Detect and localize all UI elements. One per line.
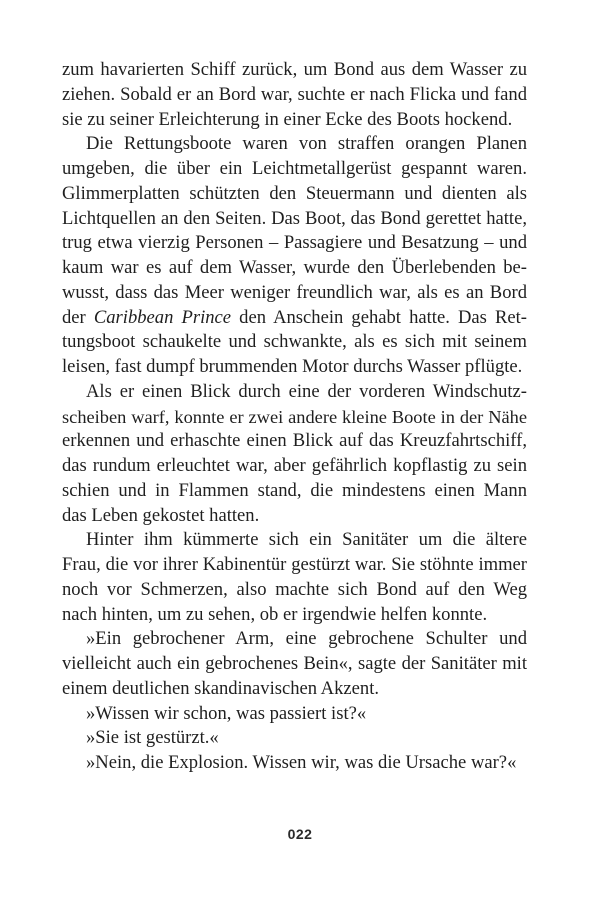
- text-line: wusst, dass das Meer weniger freundlich war, als es an Bord: [62, 281, 527, 303]
- text-line: »Wissen wir schon, was passiert ist?«: [86, 702, 367, 724]
- text-line: Lichtquellen an den Seiten. Das Boot, das Bond gerettet hatte,: [62, 207, 527, 229]
- text-line: einem deutlichen skandinavischen Akzent.: [62, 677, 380, 699]
- text-line: tungsboot schaukelte und schwankte, als es sich mit seinem: [62, 331, 527, 353]
- text-segment: den Anschein gehabt hatte. Das Ret-: [231, 306, 527, 328]
- text-line: sie zu seiner Erleichterung in einer Ecke des Boots hockend.: [62, 108, 513, 130]
- text-line: »Sie ist gestürzt.«: [86, 727, 219, 749]
- text-line: schien und in Flammen stand, die mindestens einen Mann: [62, 479, 527, 501]
- text-line: ziehen. Sobald er an Bord war, suchte er nach Flicka und fand: [62, 83, 527, 105]
- text-line: Frau, die vor ihrer Kabinentür gestürzt war. Sie stöhnte immer: [62, 554, 527, 575]
- text-line: kaum war es auf dem Wasser, wurde den Überlebenden be-: [62, 257, 527, 278]
- text-line: umgeben, die über ein Leichtmetallgerüst gespannt waren.: [62, 158, 527, 179]
- text-line: zum havarierten Schiff zurück, um Bond aus dem Wasser zu: [62, 59, 527, 80]
- text-line: scheiben warf, konnte er zwei andere kleine Boote in der Nähe: [62, 406, 527, 427]
- text-line: [62, 306, 527, 331]
- text-line: Als er einen Blick durch eine der vorderen Windschutz-: [86, 380, 527, 402]
- text-line: das Leben gekostet hatten.: [62, 504, 260, 526]
- text-line: das rundum erleuchtet war, aber gefährlich kopflastig zu sein: [62, 455, 527, 476]
- text-line: »Nein, die Explosion. Wissen wir, was die Ursache war?«: [86, 752, 517, 773]
- text-line: »Ein gebrochener Arm, eine gebrochene Schulter und: [86, 628, 527, 650]
- text-line: Glimmerplatten schützten den Steuermann und dienten als: [62, 182, 527, 204]
- text-line: noch vor Schmerzen, also machte sich Bond auf den Weg: [62, 578, 527, 600]
- ship-name-italic: Caribbean Prince: [93, 306, 232, 328]
- text-line: leisen, fast dumpf brummenden Motor durchs Wasser pflügte.: [62, 356, 523, 377]
- body-text: [62, 58, 527, 776]
- page-number: 022: [287, 826, 313, 842]
- text-segment: der: [62, 306, 94, 328]
- text-line: Hinter ihm kümmerte sich ein Sanitäter um die ältere: [86, 529, 527, 551]
- text-line: nach hinten, um zu sehen, ob er irgendwie helfen konnte.: [62, 603, 488, 625]
- text-line: erkennen und erhaschte einen Blick auf das Kreuzfahrtschiff,: [62, 430, 527, 452]
- text-line: vielleicht auch ein gebrochenes Bein«, sagte der Sanitäter mit: [62, 653, 527, 674]
- text-line: Die Rettungsboote waren von straffen orangen Planen: [86, 133, 527, 155]
- text-line: trug etwa vierzig Personen – Passagiere und Besatzung – und: [62, 232, 527, 254]
